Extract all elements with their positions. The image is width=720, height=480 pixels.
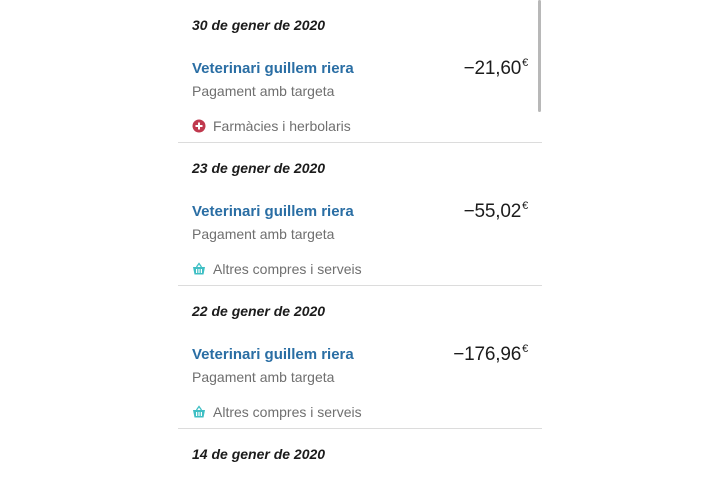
transaction-category [192, 118, 351, 134]
transaction-item[interactable] [178, 52, 542, 143]
payment-method: Pagament amb targeta [192, 83, 335, 99]
transaction-amount [453, 344, 528, 366]
transaction-item[interactable] [178, 338, 542, 429]
amount-value: −176,96 [453, 344, 522, 365]
currency-symbol: € [522, 343, 528, 355]
category-label: Farmàcies i herbolaris [213, 118, 351, 134]
transaction-category [192, 261, 362, 277]
category-label: Altres compres i serveis [213, 261, 362, 277]
merchant-name: Veterinari guillem riera [192, 60, 354, 77]
pharmacy-cross-icon [192, 119, 206, 133]
payment-method: Pagament amb targeta [192, 226, 335, 242]
payment-method: Pagament amb targeta [192, 369, 335, 385]
amount-value: −21,60 [463, 58, 522, 79]
date-header: 23 de gener de 2020 [192, 160, 326, 176]
date-header: 22 de gener de 2020 [192, 303, 326, 319]
date-header: 14 de gener de 2020 [192, 446, 326, 462]
scrollbar[interactable] [538, 0, 541, 112]
merchant-name: Veterinari guillem riera [192, 346, 354, 363]
merchant-name: Veterinari guillem riera [192, 203, 354, 220]
shopping-basket-icon [192, 405, 206, 419]
category-label: Altres compres i serveis [213, 404, 362, 420]
currency-symbol: € [522, 200, 528, 212]
amount-value: −55,02 [463, 201, 522, 222]
transaction-amount [464, 58, 528, 80]
transaction-category [192, 404, 362, 420]
currency-symbol: € [522, 57, 528, 69]
transaction-item[interactable] [178, 195, 542, 286]
date-header: 30 de gener de 2020 [192, 17, 326, 33]
transaction-amount [464, 201, 528, 223]
shopping-basket-icon [192, 262, 206, 276]
transaction-list [178, 0, 542, 480]
